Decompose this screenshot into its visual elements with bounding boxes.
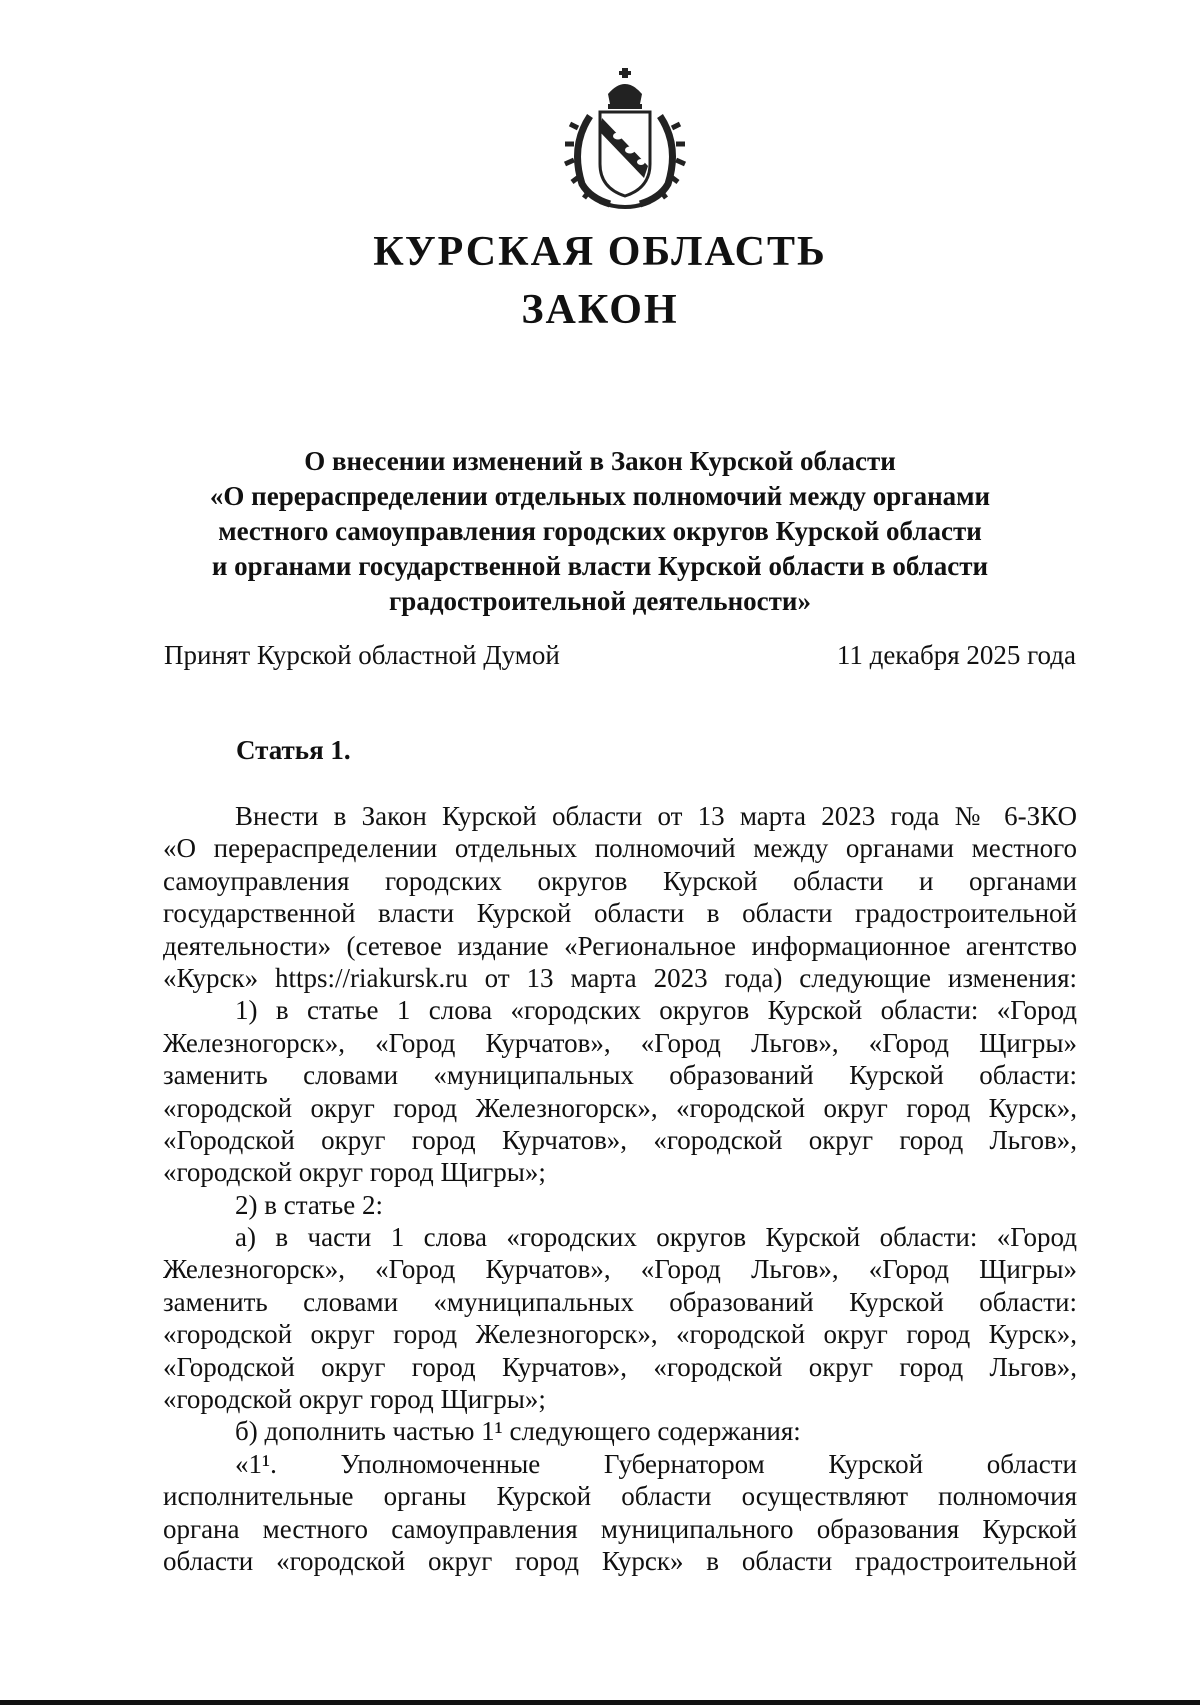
body-line: области «городской округ город Курск» в области градостроительной bbox=[163, 1545, 1077, 1576]
body-line: Железногорск», «Город Курчатов», «Город Льгов», «Город Щигры» bbox=[163, 1254, 1077, 1285]
region-heading: КУРСКАЯ ОБЛАСТЬ bbox=[373, 229, 827, 275]
body-line: исполнительные органы Курской области осуществляют полномочия bbox=[163, 1481, 1077, 1512]
body-line: «городской округ город Железногорск», «городской округ город Курск», bbox=[163, 1319, 1077, 1350]
body-line: «О перераспределении отдельных полномочий между органами местного bbox=[163, 833, 1077, 864]
body-line: «городской округ город Щигры»; bbox=[163, 1384, 546, 1415]
body-line: заменить словами «муниципальных образований Курской области: bbox=[163, 1286, 1077, 1317]
body-line: органа местного самоуправления муниципального образования Курской bbox=[163, 1513, 1077, 1544]
body-line: 1) в статье 1 слова «городских округов Курской области: «Город bbox=[235, 995, 1077, 1026]
body-line: Внести в Закон Курской области от 13 марта 2023 года № 6-ЗКО bbox=[235, 801, 1077, 831]
body-line: б) дополнить частью 1¹ следующего содержания: bbox=[235, 1416, 801, 1447]
law-title-line: О внесении изменений в Закон Курской области bbox=[304, 446, 896, 476]
law-title-line: «О перераспределении отдельных полномочий между органами bbox=[209, 481, 991, 511]
body-line: самоуправления городских округов Курской области и органами bbox=[163, 865, 1077, 896]
law-title bbox=[180, 444, 1020, 619]
body-line: заменить словами «муниципальных образований Курской области: bbox=[163, 1060, 1077, 1091]
scan-bottom-edge bbox=[0, 1700, 1200, 1705]
article-body bbox=[163, 800, 1077, 1577]
body-line: «Городской округ город Курчатов», «городской округ город Льгов», bbox=[163, 1351, 1077, 1382]
body-line: 2) в статье 2: bbox=[235, 1189, 383, 1220]
body-line: а) в части 1 слова «городских округов Курской области: «Город bbox=[235, 1222, 1077, 1253]
document-type-heading: ЗАКОН bbox=[521, 287, 679, 333]
law-title-line: местного самоуправления городских округов Курской области bbox=[218, 516, 982, 546]
article-heading: Статья 1. bbox=[236, 735, 351, 765]
body-line: государственной власти Курской области в области градостроительной bbox=[163, 898, 1077, 929]
body-line: «Городской округ город Курчатов», «городской округ город Льгов», bbox=[163, 1124, 1077, 1155]
kursk-coat-of-arms-emblem bbox=[560, 66, 690, 211]
body-line: деятельности» (сетевое издание «Региональное информационное агентство bbox=[163, 930, 1077, 961]
body-line: «городской округ город Железногорск», «городской округ город Курск», bbox=[163, 1092, 1077, 1123]
body-line: Железногорск», «Город Курчатов», «Город Льгов», «Город Щигры» bbox=[163, 1027, 1077, 1058]
body-line: «Курск» https://riakursk.ru от 13 марта 2023 года) следующие изменения: bbox=[163, 962, 1077, 993]
adoption-date: 11 декабря 2025 года bbox=[836, 640, 1076, 670]
body-line: «1¹. Уполномоченные Губернатором Курской области bbox=[235, 1448, 1077, 1479]
adopting-body: Принят Курской областной Думой bbox=[164, 640, 560, 670]
law-title-line: градостроительной деятельности» bbox=[389, 586, 811, 616]
body-line: «городской округ город Щигры»; bbox=[163, 1157, 546, 1188]
law-title-line: и органами государственной власти Курской области в области bbox=[211, 551, 989, 581]
